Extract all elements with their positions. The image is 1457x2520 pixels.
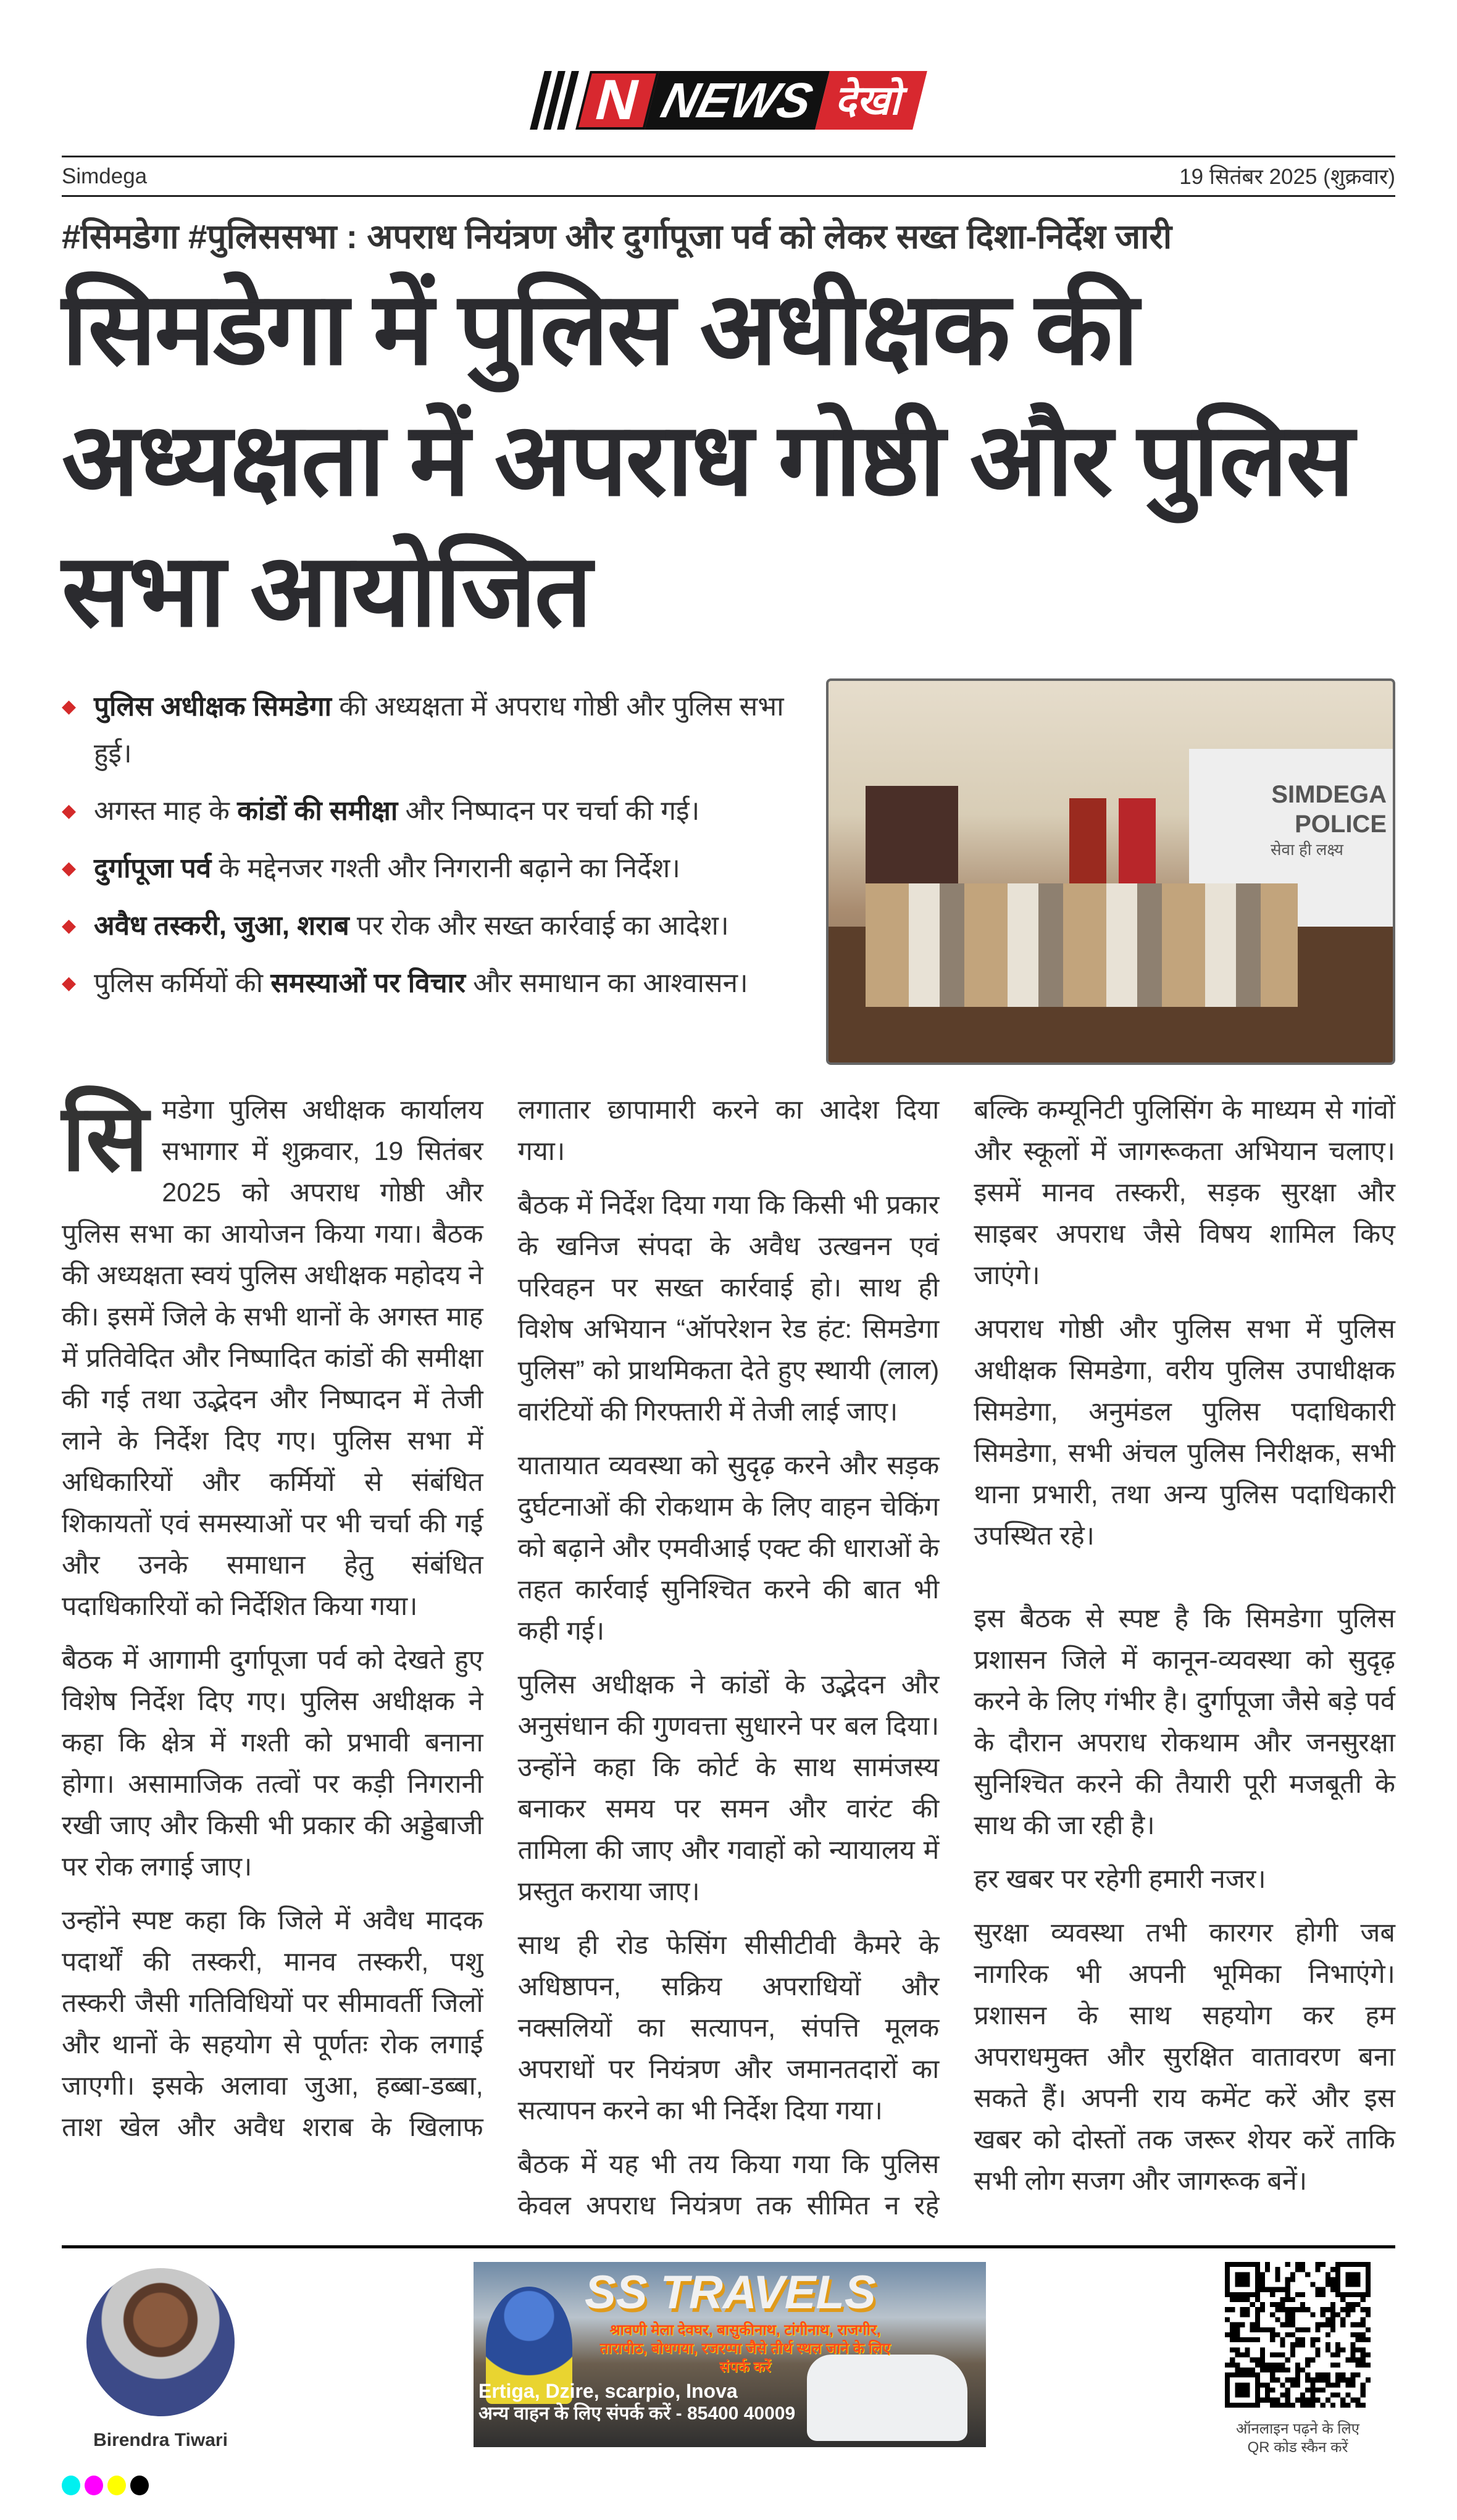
black-dot [130, 2476, 149, 2495]
ad-contact: अन्य वाहन के लिए संपर्क करें - 85400 40009 [478, 2403, 796, 2424]
author-avatar [86, 2268, 235, 2416]
highlight-item: ◆ पुलिस अधीक्षक सिमडेगा की अध्यक्षता में अपराध गोष्ठी और पुलिस सभा हुई। [62, 683, 803, 777]
article-body [62, 1086, 1395, 2227]
cmyk-registration-marks [62, 2476, 1395, 2495]
qr-code[interactable] [1225, 2262, 1371, 2408]
article-paragraph: साथ ही रोड फेसिंग सीसीटीवी कैमरे के अधिष्ठापन, सक्रिय अपराधियों और नक्सलियों का सत्यापन, संपत्ति मूलक अपराधों पर नियंत्रण और जमानतदारों का सत्यापन करने का भी निर्देश दिया गया। [517, 1930, 940, 2126]
ss-travels-ad[interactable] [474, 2262, 986, 2447]
kicker-headline: #सिमडेगा #पुलिससभा : अपराध नियंत्रण और दुर्गापूजा पर्व को लेकर सख्त दिशा-निर्देश जारी [62, 217, 1172, 256]
ad-vehicles: Ertiga, Dzire, scarpio, Inova [478, 2380, 738, 2402]
article-paragraph: सुरक्षा व्यवस्था तभी कारगर होगी जब नागरिक भी अपनी भूमिका निभाएंगे। प्रशासन के साथ सहयोग कर हम अपराधमुक्त और सुरक्षित वातावरण बना सकते हैं। अपनी राय कमेंट करें और इस खबर को दोस्तों तक जरूर शेयर करें ताकि सभी लोग सजग और जागरूक बनें। [974, 1918, 1395, 2196]
news-dekho-logo [530, 71, 927, 130]
article-paragraph: यातायात व्यवस्था को सुदृढ़ करने और सड़क दुर्घटनाओं की रोकथाम के लिए वाहन चेकिंग को बढ़ाने और एमवीआई एक्ट की धाराओं के तहत कार्रवाई सुनिश्चित करने की बात भी कही गई। [517, 1451, 940, 1646]
date-label: 19 सितंबर 2025 (शुक्रवार) [1179, 165, 1395, 189]
article-paragraph: अपराध गोष्ठी और पुलिस सभा में पुलिस अधीक्षक सिमडेगा, वरीय पुलिस उपाधीक्षक सिमडेगा, अनुमंडल पुलिस पदाधिकारी सिमडेगा, सभी अंचल पुलिस निरीक्षक, सभी थाना प्रभारी, तथा अन्य पुलिस पदाधिकारी उपस्थित रहे। [974, 1314, 1395, 1551]
highlight-item: ◆ अवैध तस्करी, जुआ, शराब पर रोक और सख्त कार्रवाई का आदेश। [62, 903, 803, 949]
header-rule-bottom [62, 195, 1395, 197]
qr-caption [1236, 2420, 1359, 2457]
article-paragraph: बैठक में यह भी तय किया गया कि पुलिस केवल अपराध नियंत्रण तक सीमित न रहे बल्कि कम्यूनिटी पुलिसिंग के माध्यम से गांवों और स्कूलों में जागरूकता अभियान चलाए। इसमें मानव तस्करी, सड़क सुरक्षा और साइबर अपराध जैसे विषय शामिल किए जाएंगे। [517, 1095, 1395, 2221]
yellow-dot [107, 2476, 126, 2495]
highlight-item: ◆ अगस्त माह के कांडों की समीक्षा और निष्पादन पर चर्चा की गई। [62, 788, 803, 835]
article-paragraph: पुलिस अधीक्षक ने कांडों के उद्भेदन और अनुसंधान की गुणवत्ता सुधारने पर बल दिया। उन्होंने कहा कि कोर्ट के साथ सामंजस्य बनाकर समय पर समन और वारंट की तामिला की जाए और गवाहों को न्यायालय में प्रस्तुत कराया जाए। [517, 1670, 940, 1906]
logo-dekho: देखो [815, 71, 927, 130]
logo-stripes [530, 71, 583, 130]
highlights-list [62, 678, 803, 1017]
meeting-photo [826, 678, 1395, 1065]
main-headline: सिमडेगा में पुलिस अधीक्षक की अध्यक्षता में अपराध गोष्ठी और पुलिस सभा आयोजित [62, 272, 1353, 647]
footer [62, 2262, 1395, 2457]
location-label: Simdega [62, 164, 148, 188]
logo-n: N [575, 71, 659, 130]
highlight-item: ◆ पुलिस कर्मियों की समस्याओं पर विचार और समाधान का आश्वासन। [62, 960, 803, 1007]
logo-news: NEWS [645, 71, 830, 130]
logo-area [62, 0, 1395, 130]
magenta-dot [85, 2476, 103, 2495]
ad-title: SS TRAVELS [585, 2266, 876, 2319]
drop-cap: सि [62, 1086, 149, 1190]
author-block [62, 2262, 259, 2452]
article-paragraph: सिमडेगा पुलिस अधीक्षक कार्यालय सभागार में शुक्रवार, 19 सितंबर 2025 को अपराध गोष्ठी और पुलिस सभा का आयोजन किया गया। बैठक की अध्यक्षता स्वयं पुलिस अधीक्षक महोदय ने की। इसमें जिले के सभी थानों के अगस्त माह में प्रतिवेदित और निष्पादित कांडों की समीक्षा की गई तथा उद्भेदन और निष्पादन में तेजी लाने के निर्देश दिए गए। पुलिस सभा में अधिकारियों और कर्मियों से संबंधित शिकायतों एवं समस्याओं पर भी चर्चा की गई और उनके समाधान हेतु संबंधित पदाधिकारियों को निर्देशित किया गया। [62, 1086, 483, 1621]
article-paragraph: हर खबर पर रहेगी हमारी नजर। [974, 1864, 1266, 1894]
highlight-item: ◆ दुर्गापूजा पर्व के मद्देनजर गश्ती और निगरानी बढ़ाने का निर्देश। [62, 845, 803, 892]
photo-sign: SIMDEGA POLICE [1271, 781, 1387, 838]
author-name: Birendra Tiwari [93, 2430, 228, 2450]
dateline [62, 157, 1395, 195]
article-paragraph: बैठक में आगामी दुर्गापूजा पर्व को देखते हुए विशेष निर्देश दिए गए। पुलिस अधीक्षक ने कहा कि क्षेत्र में गश्ती को प्रभावी बनाना होगा। असामाजिक तत्वों पर कड़ी निगरानी रखी जाए और किसी भी प्रकार की अड्डेबाजी पर रोक लगाई जाए। [62, 1645, 483, 1882]
qr-block [1200, 2262, 1395, 2457]
qr-caption-line: QR कोड स्कैन करें [1247, 2439, 1348, 2456]
photo-motto: सेवा ही लक्ष्य [1270, 840, 1343, 859]
ad-destinations: श्रावणी मेला देवघर, बासुकीनाथ, टांगीनाथ, राजगीर, तारापीठ, बोधगया, रजरप्पा जैसे तीर्थ स्थल जाने के लिए संपर्क करें [599, 2322, 891, 2376]
cyan-dot [62, 2476, 80, 2495]
article-paragraph: बैठक में निर्देश दिया गया कि किसी भी प्रकार के खनिज संपदा के अवैध उत्खनन एवं परिवहन पर सख्त कार्रवाई हो। साथ ही विशेष अभियान “ऑपरेशन रेड हंट: सिमडेगा पुलिस” को प्राथमिकता देते हुए स्थायी (लाल) वारंटियों की गिरफ्तारी में तेजी लाई जाए। [517, 1190, 940, 1427]
article-paragraph: इस बैठक से स्पष्ट है कि सिमडेगा पुलिस प्रशासन जिले में कानून-व्यवस्था को सुदृढ़ करने के लिए गंभीर है। दुर्गापूजा जैसे बड़े पर्व के दौरान अपराध रोकथाम और जनसुरक्षा सुनिश्चित करने की तैयारी पूरी मजबूती के साथ की जा रही है। [974, 1604, 1395, 1840]
article-paragraph: उन्होंने स्पष्ट कहा कि जिले में अवैध मादक पदार्थों की तस्करी, मानव तस्करी, पशु तस्करी जैसी गतिविधियों पर सीमावर्ती जिलों और थानों के सहयोग से पूर्णतः रोक लगाई जाएगी। इसके अलावा जुआ, हब्बा-डब्बा, ताश खेल और अवैध शराब के खिलाफ लगातार छापामारी करने का आदेश दिया गया। [62, 1095, 940, 2142]
footer-rule [62, 2245, 1395, 2248]
highlights-row [62, 678, 1395, 1065]
qr-caption-line: ऑनलाइन पढ़ने के लिए [1235, 2421, 1360, 2437]
